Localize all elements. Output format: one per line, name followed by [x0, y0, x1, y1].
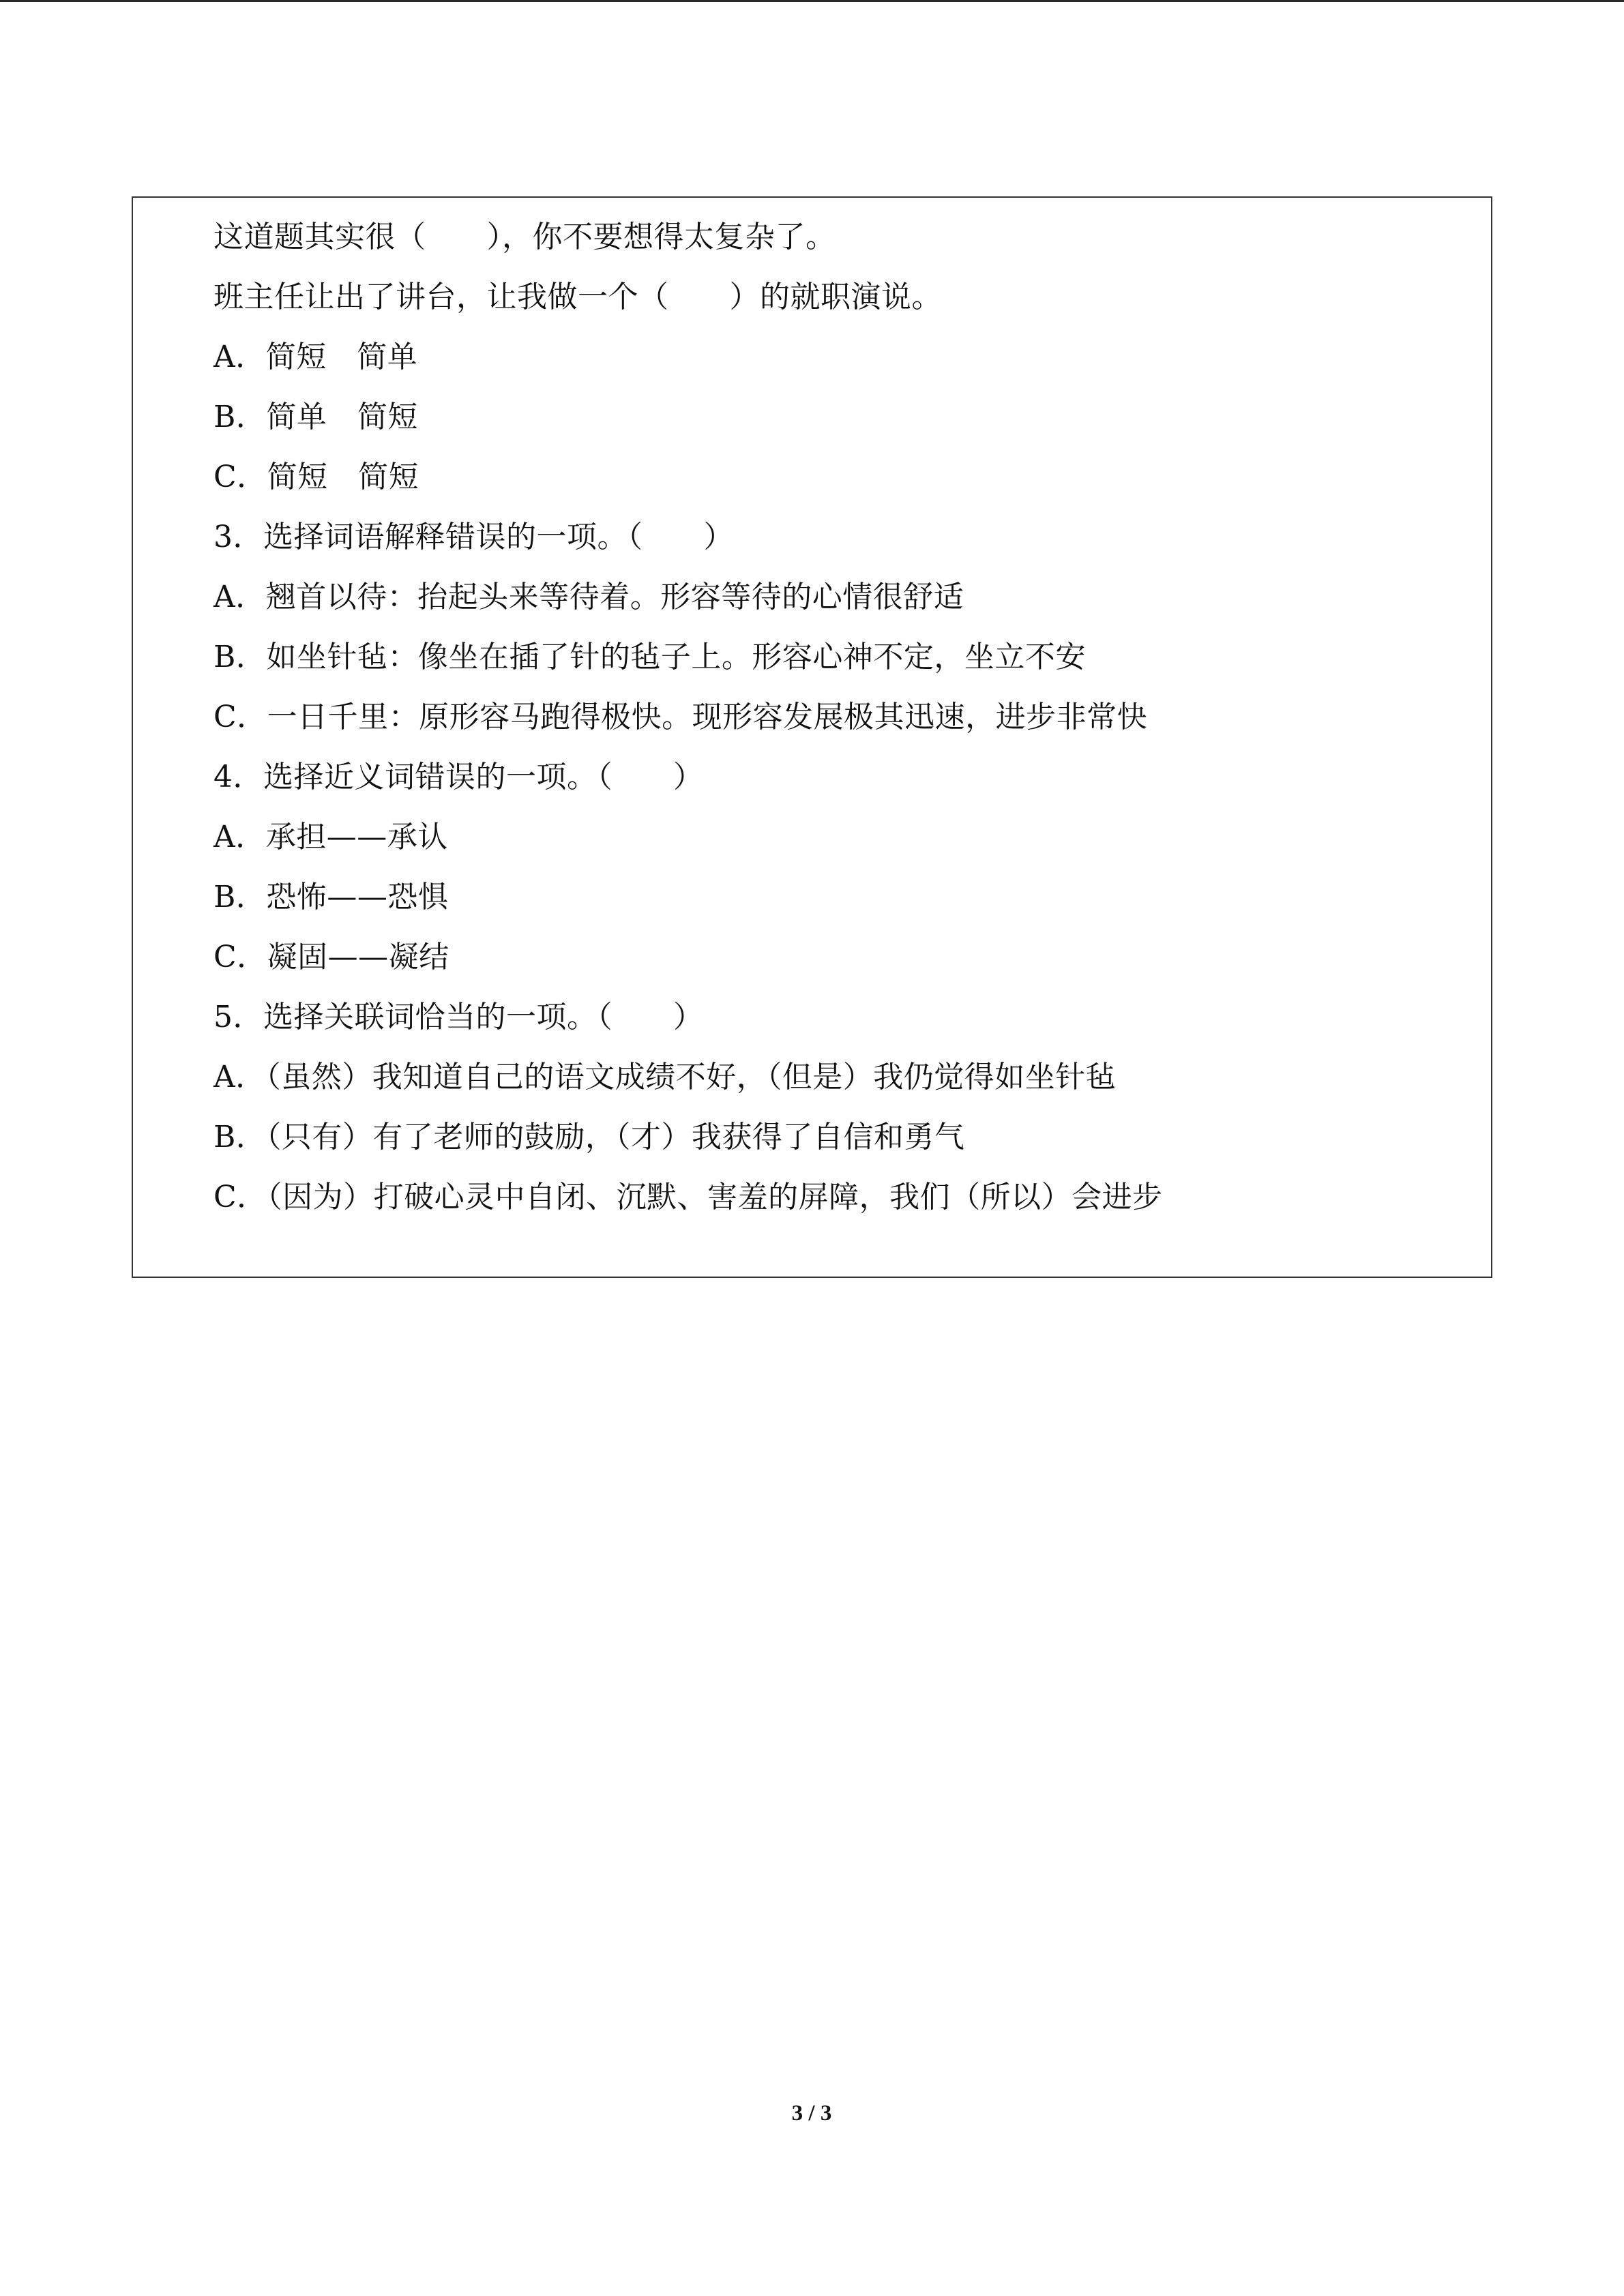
option-b: B．简单 简短: [213, 400, 418, 434]
option-c: C．（因为）打破心灵中自闭、沉默、害羞的屏障，我们（所以）会进步: [213, 1180, 1163, 1214]
option-c: C．简短 简短: [213, 460, 419, 494]
question-sentence-2: 班主任让出了讲台，让我做一个（ ）的就职演说。: [213, 280, 942, 314]
option-b: B．（只有）有了老师的鼓励，（才）我获得了自信和勇气: [213, 1120, 965, 1154]
option-b: B．如坐针毡：像坐在插了针的毡子上。形容心神不定，坐立不安: [213, 640, 1086, 674]
question-5-title: 5．选择关联词恰当的一项。（ ）: [213, 1000, 704, 1034]
option-a: A．简短 简单: [213, 340, 418, 374]
question-box: [132, 196, 1492, 1278]
option-c: C．凝固——凝结: [213, 940, 449, 974]
page-number: 3 / 3: [791, 2101, 832, 2126]
option-c: C．一日千里：原形容马跑得极快。现形容发展极其迅速，进步非常快: [213, 700, 1148, 734]
question-4-title: 4．选择近义词错误的一项。（ ）: [213, 760, 704, 794]
page-top-border: [0, 0, 1624, 2]
option-b: B．恐怖——恐惧: [213, 880, 449, 914]
question-sentence-1: 这道题其实很（ ），你不要想得太复杂了。: [213, 220, 836, 254]
option-a: A．（虽然）我知道自己的语文成绩不好，（但是）我仍觉得如坐针毡: [213, 1060, 1117, 1094]
question-3-title: 3．选择词语解释错误的一项。（ ）: [213, 520, 734, 554]
option-a: A．翘首以待：抬起头来等待着。形容等待的心情很舒适: [213, 580, 964, 614]
option-a: A．承担——承认: [213, 820, 448, 854]
